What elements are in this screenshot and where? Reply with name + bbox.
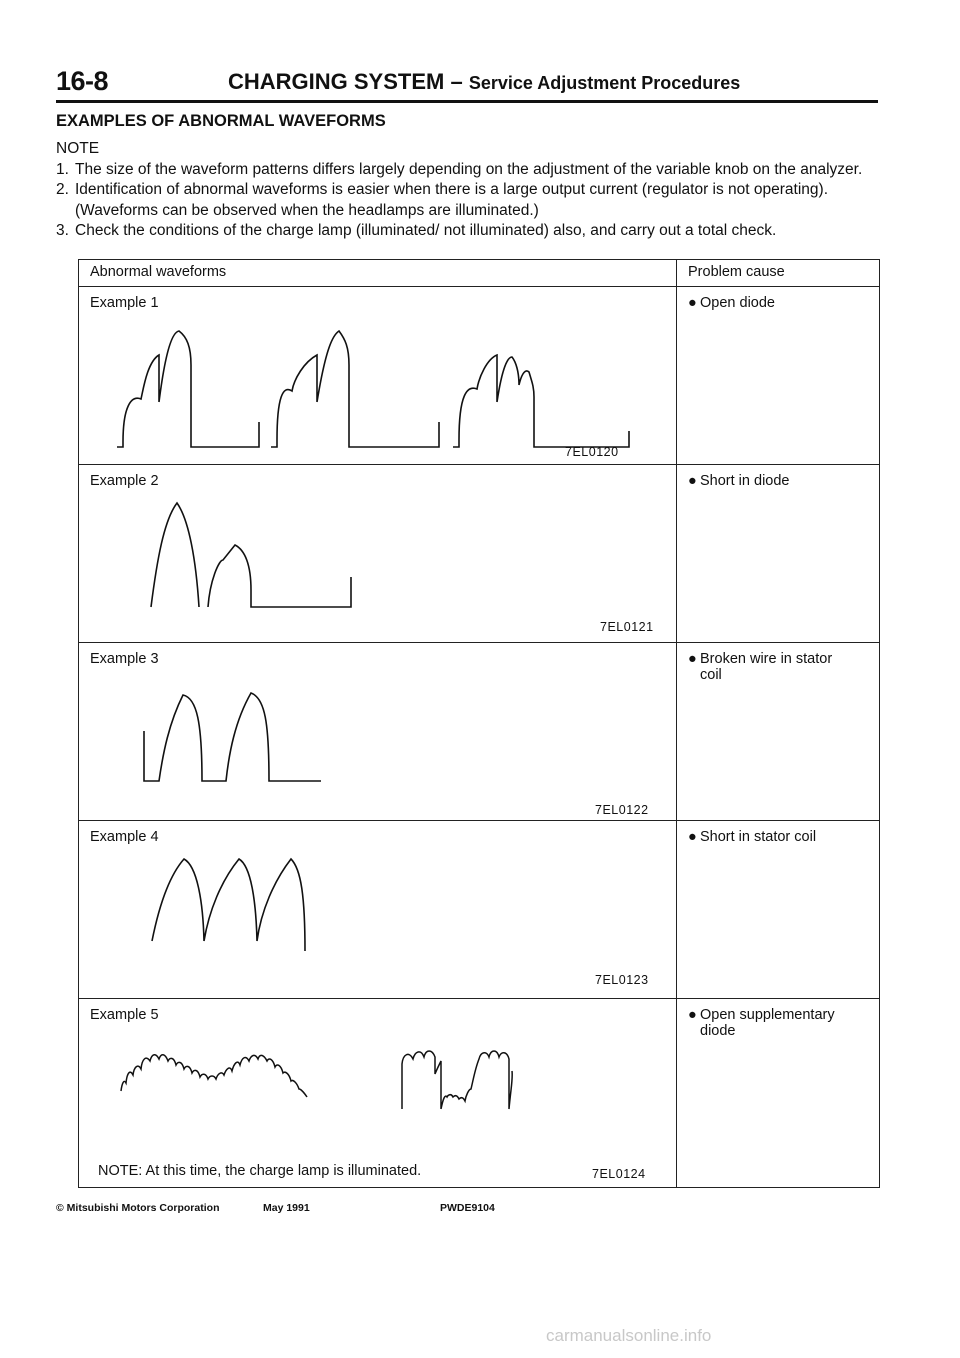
example-label: Example 1 — [90, 295, 159, 311]
note-label: NOTE — [56, 140, 100, 157]
cause-text: Short in diode — [700, 473, 790, 489]
bullet-icon: ● — [688, 829, 697, 845]
cause-cell — [677, 643, 880, 821]
section-title: EXAMPLES OF ABNORMAL WAVEFORMS — [56, 112, 386, 130]
note-block — [56, 139, 884, 242]
waveform-cell — [79, 999, 677, 1188]
waveform-short-diode-figure — [79, 465, 677, 642]
bullet-icon: ● — [688, 295, 697, 311]
figure-code: 7EL0121 — [600, 620, 654, 634]
note-item — [56, 160, 884, 181]
table-row — [79, 643, 880, 821]
waveform-open-supplementary-diode-figure — [79, 999, 677, 1187]
header-cause: Problem cause — [677, 260, 880, 287]
chapter-title — [228, 69, 740, 95]
note-text: Check the conditions of the charge lamp (illuminated/ not illuminated) also, and carry out a total check. — [75, 222, 777, 239]
bullet-icon: ● — [688, 473, 697, 489]
cause-text: Broken wire in stator — [700, 651, 833, 667]
table-row — [79, 287, 880, 465]
chapter-name: CHARGING SYSTEM — [228, 69, 445, 94]
header-waveforms: Abnormal waveforms — [79, 260, 677, 287]
title-dash: – — [450, 69, 463, 94]
footer-copyright: © Mitsubishi Motors Corporation — [56, 1202, 220, 1214]
note-number: 3. — [56, 222, 69, 239]
example-label: Example 5 — [90, 1007, 159, 1023]
figure-code: 7EL0124 — [592, 1167, 646, 1181]
page-header — [56, 66, 878, 103]
cause-cell — [677, 821, 880, 999]
cause-cell — [677, 287, 880, 465]
table-header-row — [79, 260, 880, 287]
cause-text-cont: diode — [700, 1023, 736, 1039]
bullet-icon: ● — [688, 1007, 697, 1023]
cause-text: Open diode — [700, 295, 775, 311]
waveform-open-diode-figure — [79, 287, 677, 464]
table-row — [79, 821, 880, 999]
waveform-cell — [79, 821, 677, 999]
chapter-subtitle: Service Adjustment Procedures — [468, 73, 741, 93]
table-row — [79, 465, 880, 643]
waveform-short-stator-figure — [79, 821, 677, 998]
waveform-cell — [79, 465, 677, 643]
note-list — [56, 160, 884, 242]
cause-text-cont: coil — [700, 667, 722, 683]
cause-text: Open supplementary — [700, 1007, 835, 1023]
waveform-table — [78, 259, 880, 1188]
watermark: carmanualsonline.info — [546, 1326, 712, 1345]
example-label: Example 3 — [90, 651, 159, 667]
cause-cell — [677, 465, 880, 643]
footer-date: May 1991 — [263, 1202, 310, 1214]
note-text: Identification of abnormal waveforms is easier when there is a large output current (regulator is not operating). (Waveforms can be observed when the headlamps are illuminated.) — [75, 181, 828, 219]
note-number: 1. — [56, 160, 69, 178]
waveform-cell — [79, 643, 677, 821]
note-number: 2. — [56, 181, 69, 198]
waveform-cell — [79, 287, 677, 465]
figure-code: 7EL0120 — [565, 445, 619, 459]
waveform-broken-wire-figure — [79, 643, 677, 820]
note-text: The size of the waveform patterns differs largely depending on the adjustment of the variable knob on the analyzer. — [75, 160, 863, 178]
example-label: Example 2 — [90, 473, 159, 489]
figure-code: 7EL0123 — [595, 973, 649, 987]
note-item — [56, 221, 884, 242]
cause-cell — [677, 999, 880, 1188]
page-number: 16-8 — [56, 66, 109, 96]
cause-text: Short in stator coil — [700, 829, 817, 845]
example-note: NOTE: At this time, the charge lamp is illuminated. — [98, 1163, 422, 1179]
table-row — [79, 999, 880, 1188]
example-label: Example 4 — [90, 829, 159, 845]
figure-code: 7EL0122 — [595, 803, 649, 817]
bullet-icon: ● — [688, 651, 697, 667]
note-item — [56, 180, 884, 221]
footer-code: PWDE9104 — [440, 1202, 495, 1214]
